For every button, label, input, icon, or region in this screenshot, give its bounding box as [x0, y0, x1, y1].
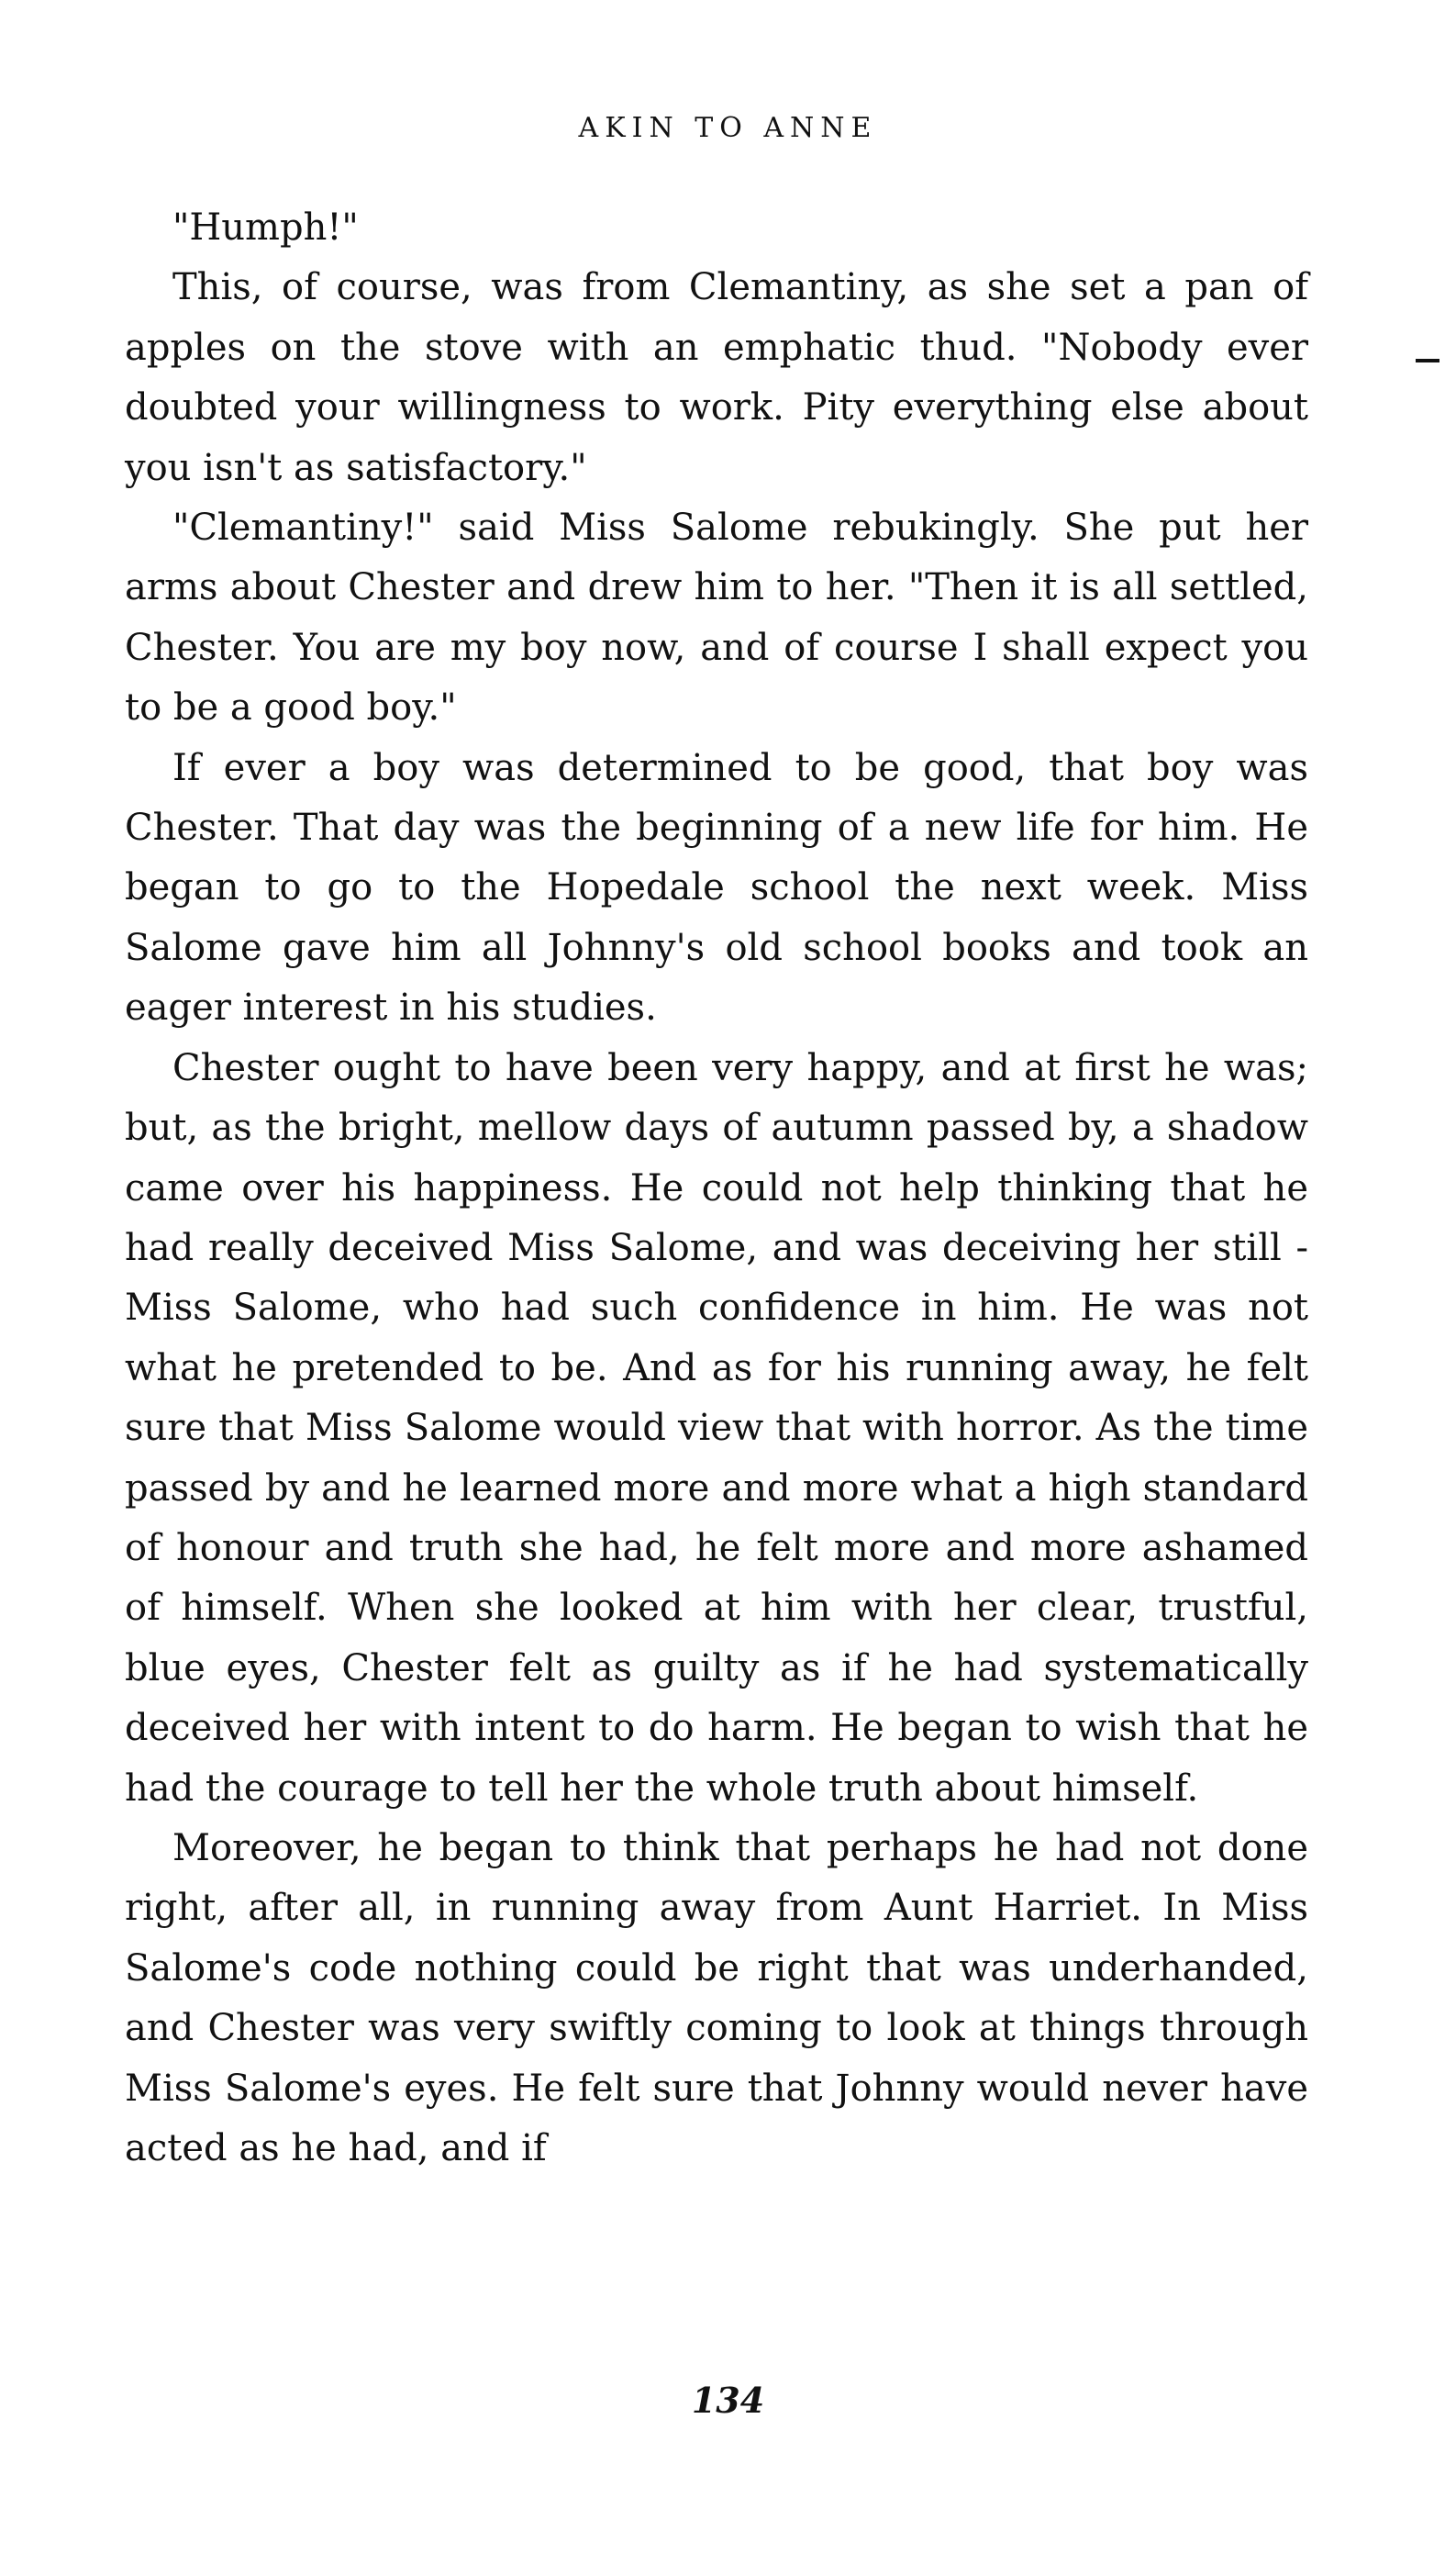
paragraph-2: This, of course, was from Clemantiny, as she set a pan of apples on the stove with an emphatic thud. "Nobody ever doubted your willingness to work. Pity everything else about you isn't as satisfactory."	[125, 266, 1308, 489]
page-number: 134	[691, 2380, 765, 2421]
body-text	[125, 198, 1308, 2179]
paragraph-5: Chester ought to have been very happy, and at first he was; but, as the bright, mellow days of autumn passed by, a shadow came over his happiness. He could not help thinking that he had really deceived Miss Salome, and was deceiving her still - Miss Salome, who had such confidence in him. He was not what he pretended to be. And as for his running away, he felt sure that Miss Salome would view that with horror. As the time passed by and he learned more and more what a high standard of honour and truth she had, he felt more and more ashamed of himself. When she looked at him with her clear, trustful, blue eyes, Chester felt as guilty as if he had systematically deceived her with intent to do harm. He began to wish that he had the courage to tell her the whole truth about himself.	[125, 1046, 1308, 1810]
paragraph-6: Moreover, he began to think that perhaps he had not done right, after all, in running away from Aunt Harriet. In Miss Salome's code nothing could be right that was underhanded, and Chester was very swiftly coming to look at things through Miss Salome's eyes. He felt sure that Johnny would never have acted as he had, and if	[125, 1826, 1308, 2169]
running-head: AKIN TO ANNE	[578, 112, 878, 144]
paragraph-3: "Clemantiny!" said Miss Salome rebukingly. She put her arms about Chester and drew him to her. "Then it is all settled, Chester. You are my boy now, and of course I shall expect you to be a good boy."	[125, 507, 1308, 730]
paragraph-1: "Humph!"	[172, 206, 359, 249]
margin-dash-mark	[1416, 359, 1439, 362]
paragraph-4: If ever a boy was determined to be good, that boy was Chester. That day was the beginning of a new life for him. He began to go to the Hopedale school the next week. Miss Salome gave him all Johnny's old school books and took an eager interest in his studies.	[125, 746, 1308, 1030]
